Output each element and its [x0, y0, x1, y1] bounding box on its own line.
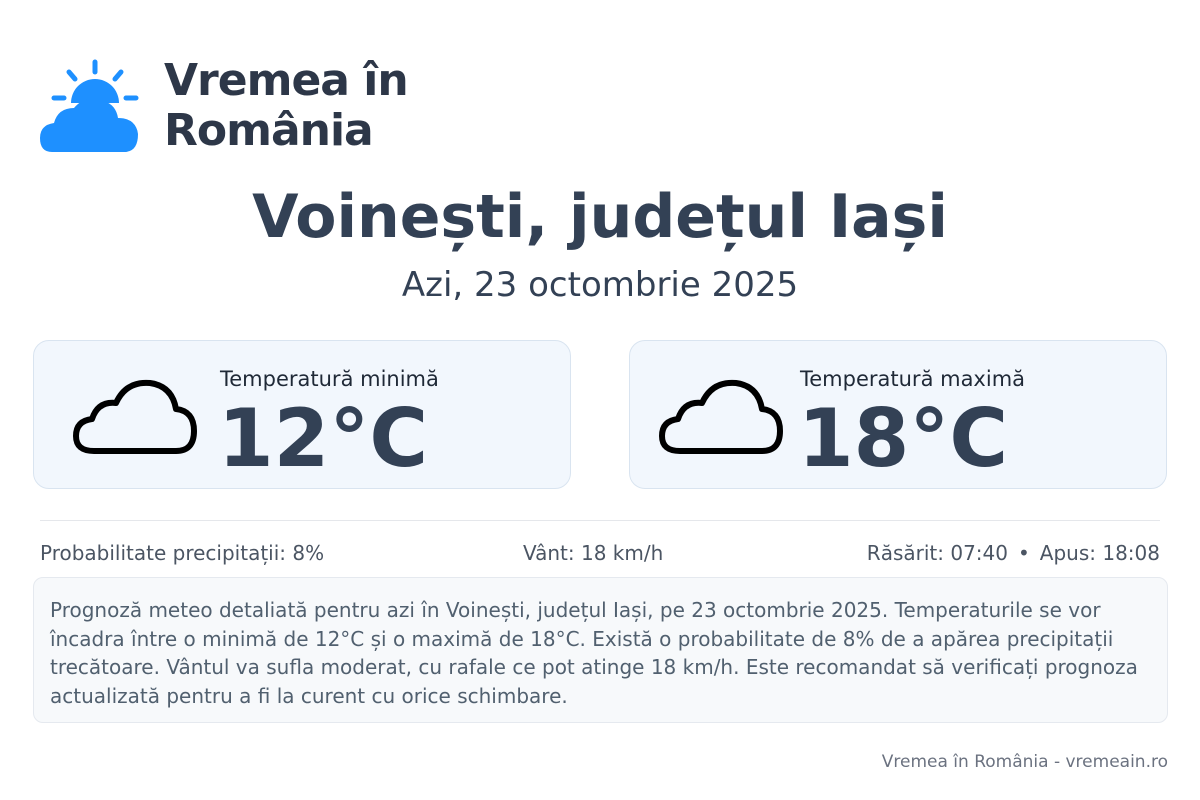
brand-line1: Vremea în — [164, 55, 408, 106]
precipitation-probability: Probabilitate precipitații: 8% — [40, 541, 325, 565]
location-title: Voinești, județul Iași — [252, 182, 948, 252]
cloud-icon — [658, 375, 784, 455]
max-temperature-value: 18°C — [798, 392, 1009, 485]
max-temperature-card — [629, 340, 1167, 489]
min-temperature-value: 12°C — [218, 392, 429, 485]
forecast-description-box — [33, 577, 1168, 723]
min-temperature-card — [33, 340, 571, 489]
wind-speed: Vânt: 18 km/h — [523, 541, 664, 565]
sunrise-time: Răsărit: 07:40 — [866, 541, 1008, 565]
min-temperature-label: Temperatură minimă — [220, 367, 439, 391]
footer-credit: Vremea în România - vremeain.ro — [881, 752, 1168, 772]
brand-name — [164, 56, 408, 156]
divider — [40, 520, 1160, 521]
sunset-time: Apus: 18:08 — [1039, 541, 1160, 565]
max-temperature-label: Temperatură maximă — [800, 367, 1026, 391]
forecast-description: Prognoză meteo detaliată pentru azi în Voinești, județul Iași, pe 23 octombrie 2025. Temperaturile se vor încadra între o minimă de 12°C și o maximă de 18°C. Există o probabilitate de 8% de a apărea precipitații trecătoare. Vântul va sufla moderat, cu rafale ce pot atinge 18 km/h. Este recomandat să verificați prognoza actualizată pentru a fi la curent cu orice schimbare. — [50, 598, 1138, 708]
cloud-icon — [72, 375, 198, 455]
site-logo — [38, 56, 408, 156]
sun-times — [867, 540, 1160, 566]
forecast-date: Azi, 23 octombrie 2025 — [401, 265, 799, 305]
brand-line2: România — [164, 105, 373, 156]
separator-dot: • — [1017, 541, 1030, 565]
sun-cloud-logo-icon — [38, 58, 142, 154]
